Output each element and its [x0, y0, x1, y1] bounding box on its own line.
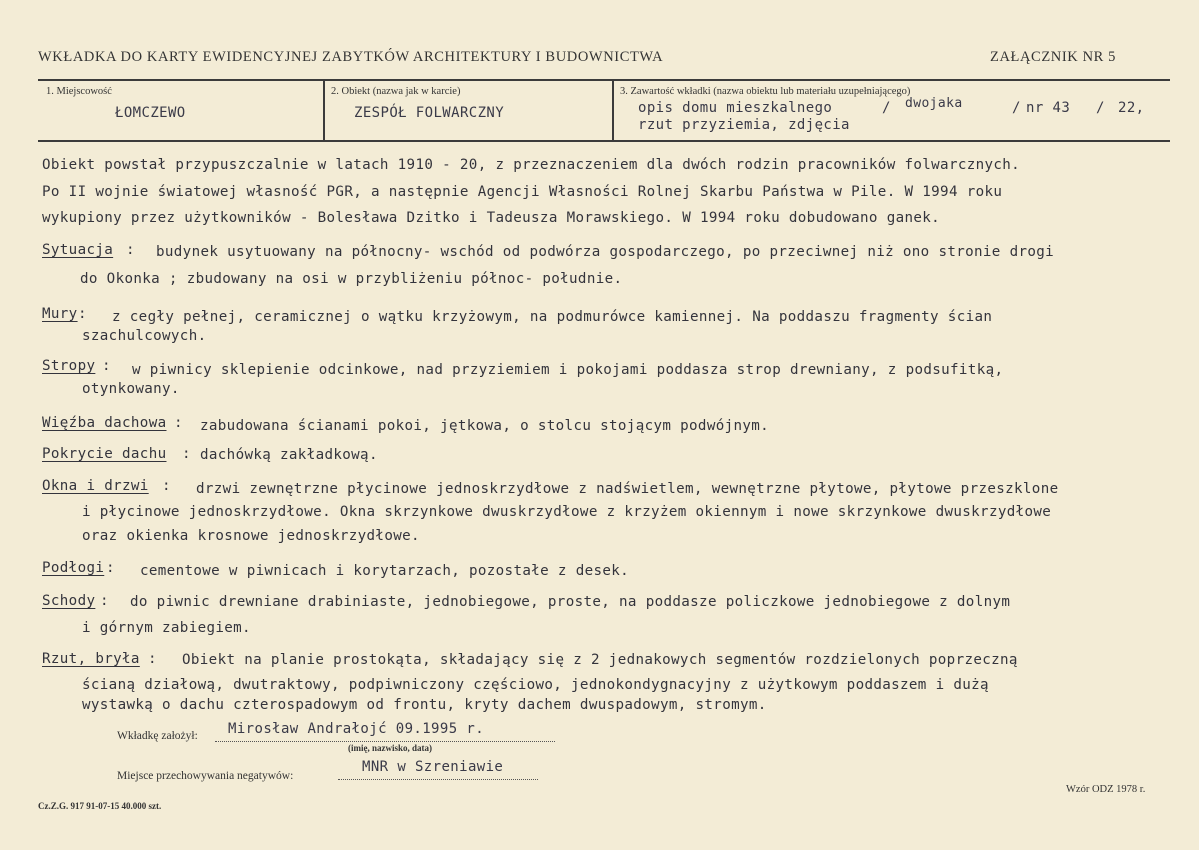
section-separator: :: [174, 415, 183, 431]
rzut-line-2: ścianą działową, dwutraktowy, podpiwniczony częściowo, jednokondygnacyjny z użytkowym poddaszem i dużą: [82, 677, 989, 693]
intro-line-3: wykupiony przez użytkowników - Bolesława Dzitko i Tadeusza Morawskiego. W 1994 roku dobudowano ganek.: [42, 210, 941, 226]
content-label: 3. Zawartość wkładki (nazwa obiektu lub materiału uzupełniającego): [620, 86, 911, 97]
prepared-by-value: Mirosław Andrałojć 09.1995 r.: [228, 721, 485, 737]
section-separator: :: [78, 306, 87, 322]
object-label: 2. Obiekt (nazwa jak w karcie): [331, 86, 461, 97]
content-number: 22,: [1118, 100, 1145, 116]
prepared-by-label: Wkładkę założył:: [117, 730, 198, 742]
form-template: Wzór ODZ 1978 r.: [1066, 784, 1146, 795]
negatives-storage-dotted-line: [338, 779, 538, 780]
prepared-by-caption: (imię, nazwisko, data): [348, 743, 432, 753]
header-bottom-rule: [38, 140, 1170, 142]
location-label: 1. Miejscowość: [46, 86, 112, 97]
mury-line-2: szachulcowych.: [82, 328, 207, 344]
negatives-storage-value: MNR w Szreniawie: [362, 759, 504, 775]
object-value: ZESPÓŁ FOLWARCZNY: [354, 105, 505, 121]
sytuacja-line-2: do Okonka ; zbudowany na osi w przybliżeniu północ- południe.: [80, 271, 623, 287]
okna-line-3: oraz okienka krosnowe jednoskrzydłowe.: [82, 528, 420, 544]
print-code: Cz.Z.G. 917 91-07-15 40.000 szt.: [38, 801, 162, 811]
content-line-2: rzut przyziemia, zdjęcia: [638, 117, 850, 133]
content-nr: nr 43: [1026, 100, 1071, 116]
section-heading-rzut: Rzut, bryła: [42, 651, 140, 667]
content-slash-3: /: [1096, 100, 1105, 116]
section-heading-podlogi: Podłogi: [42, 560, 105, 576]
schody-line-2: i górnym zabiegiem.: [82, 620, 251, 636]
section-heading-okna: Okna i drzwi: [42, 478, 149, 494]
content-handwritten: dwojaka: [905, 96, 963, 111]
intro-line-1: Obiekt powstał przypuszczalnie w latach 1910 - 20, z przeznaczeniem dla dwóch rodzin pracowników folwarcznych.: [42, 157, 1021, 173]
section-separator: :: [102, 358, 111, 374]
section-separator: :: [162, 478, 171, 494]
section-heading-wiezba: Więźba dachowa: [42, 415, 167, 431]
section-separator: :: [126, 242, 135, 258]
stropy-line-2: otynkowany.: [82, 381, 180, 397]
content-line-1: opis domu mieszkalnego: [638, 100, 833, 116]
stropy-line-1: w piwnicy sklepienie odcinkowe, nad przyziemiem i pokojami poddasza strop drewniany, z podsufitką,: [132, 362, 1004, 378]
content-slash-1: /: [882, 100, 891, 116]
rzut-line-3: wystawką o dachu czterospadowym od frontu, kryty dachem dwuspadowym, stromym.: [82, 697, 767, 713]
location-value: ŁOMCZEWO: [115, 105, 186, 121]
wiezba-line-1: zabudowana ścianami pokoi, jętkowa, o stolcu stojącym podwójnym.: [200, 418, 770, 434]
section-heading-sytuacja: Sytuacja: [42, 242, 114, 258]
okna-line-2: i płycinowe jednoskrzydłowe. Okna skrzynkowe dwuskrzydłowe z krzyżem okiennym i nowe skrzynkowe dwuskrzydłowe: [82, 504, 1052, 520]
section-heading-mury: Mury: [42, 306, 78, 322]
field-divider-2: [612, 79, 614, 141]
okna-line-1: drzwi zewnętrzne płycinowe jednoskrzydłowe z nadświetlem, wewnętrzne płytowe, płytowe przeszklone: [196, 481, 1059, 497]
section-heading-pokrycie: Pokrycie dachu: [42, 446, 167, 462]
content-slash-2: /: [1012, 100, 1021, 116]
negatives-storage-label: Miejsce przechowywania negatywów:: [117, 770, 294, 782]
pokrycie-line-1: dachówką zakładkową.: [200, 447, 378, 463]
form-title: WKŁADKA DO KARTY EWIDENCYJNEJ ZABYTKÓW ARCHITEKTURY I BUDOWNICTWA: [38, 49, 664, 65]
section-separator: :: [100, 593, 109, 609]
podlogi-line-1: cementowe w piwnicach i korytarzach, pozostałe z desek.: [140, 563, 630, 579]
section-separator: :: [106, 560, 115, 576]
mury-line-1: z cegły pełnej, ceramicznej o wątku krzyżowym, na podmurówce kamiennej. Na poddaszu fragmenty ścian: [112, 309, 993, 325]
prepared-by-dotted-line: [215, 741, 555, 742]
section-heading-schody: Schody: [42, 593, 96, 609]
intro-line-2: Po II wojnie światowej własność PGR, a następnie Agencji Własności Rolnej Skarbu Państwa w Pile. W 1994 roku: [42, 184, 1003, 200]
section-heading-stropy: Stropy: [42, 358, 96, 374]
schody-line-1: do piwnic drewniane drabiniaste, jednobiegowe, proste, na poddasze policzkowe jednobiegowe z dolnym: [130, 594, 1011, 610]
section-separator: :: [148, 651, 157, 667]
annex-number: ZAŁĄCZNIK NR 5: [990, 49, 1116, 65]
header-top-rule: [38, 79, 1170, 81]
sytuacja-line-1: budynek usytuowany na północny- wschód od podwórza gospodarczego, po przeciwnej niż ono stronie drogi: [156, 244, 1055, 260]
field-divider-1: [323, 79, 325, 141]
section-separator: :: [182, 446, 191, 462]
rzut-line-1: Obiekt na planie prostokąta, składający się z 2 jednakowych segmentów rozdzielonych poprzeczną: [182, 652, 1018, 668]
